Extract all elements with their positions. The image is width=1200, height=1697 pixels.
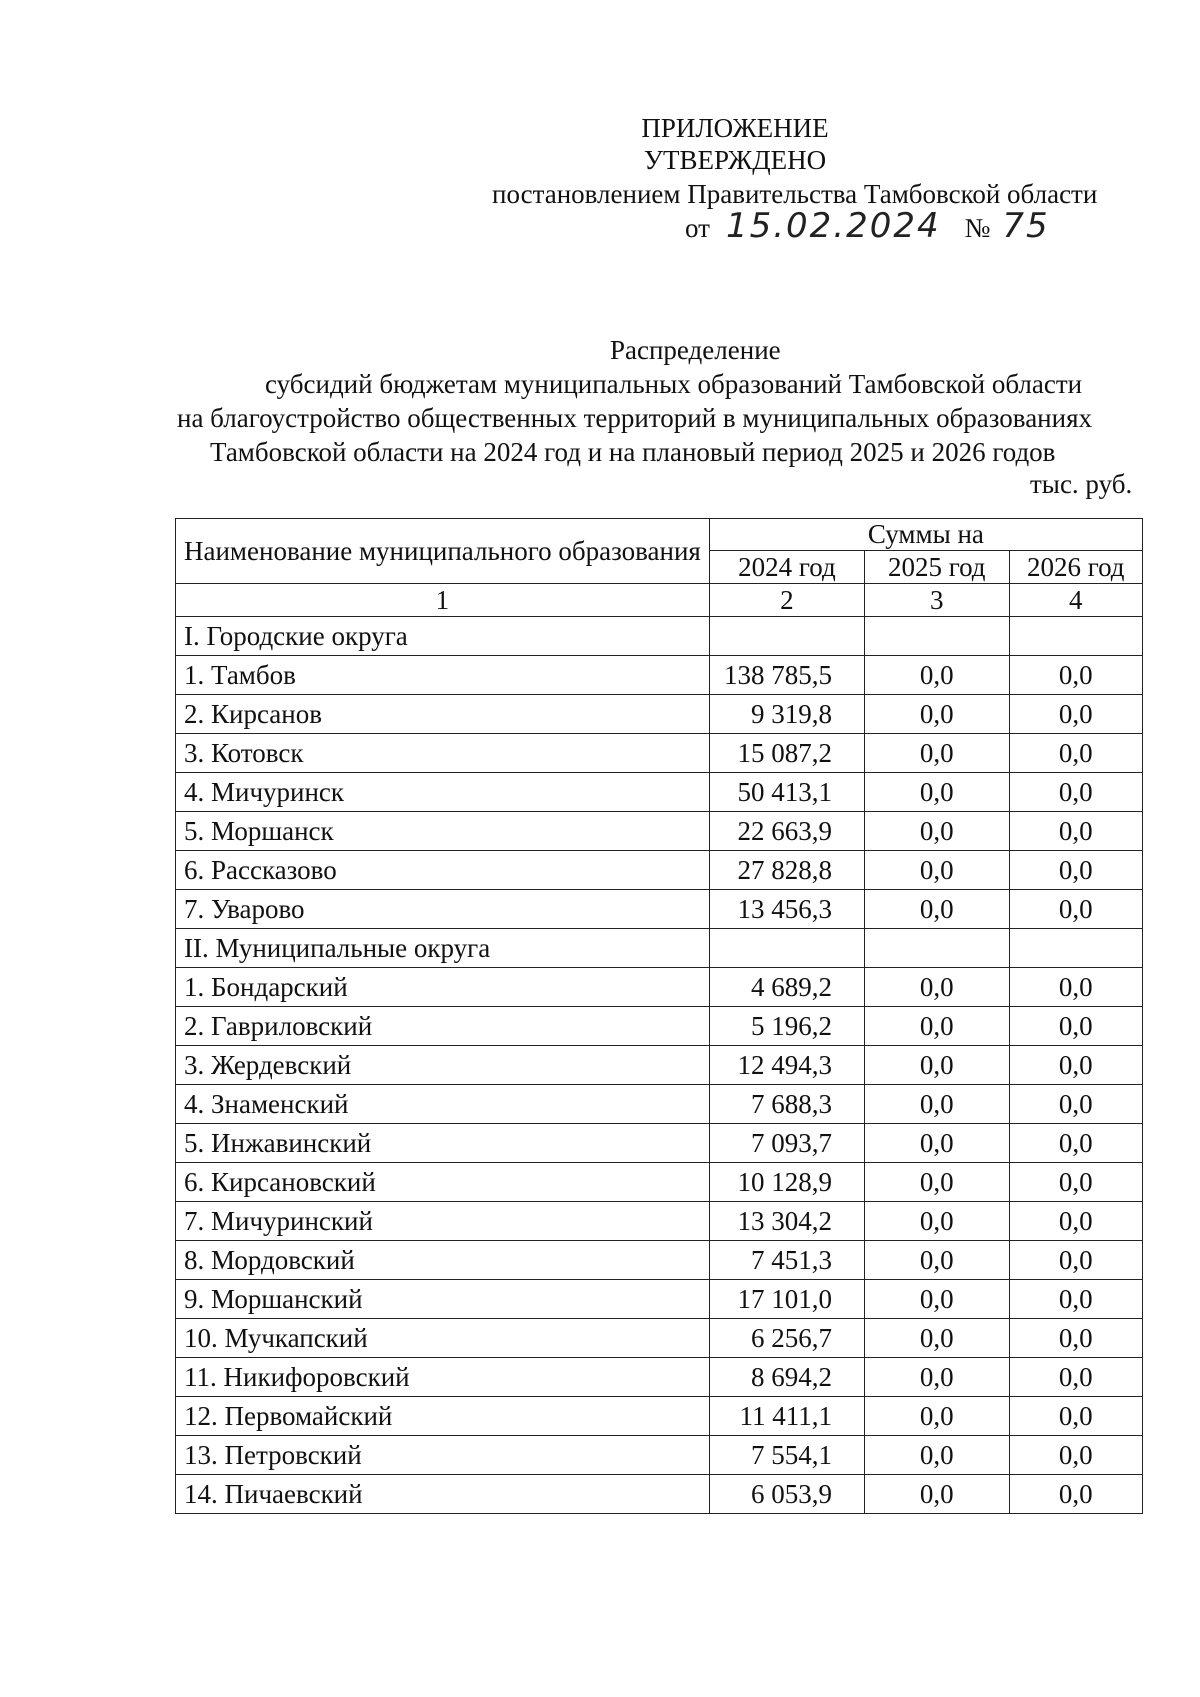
table-row bbox=[176, 1046, 1143, 1085]
row-name: 4. Знаменский bbox=[176, 1085, 710, 1124]
value-2025: 0,0 bbox=[865, 890, 1009, 929]
value-2026: 0,0 bbox=[1009, 968, 1143, 1007]
value-2024: 6 053,9 bbox=[709, 1475, 864, 1514]
value-2026: 0,0 bbox=[1009, 1202, 1143, 1241]
value-2025: 0,0 bbox=[865, 1241, 1009, 1280]
row-name: 11. Никифоровский bbox=[176, 1358, 710, 1397]
row-name: 2. Гавриловский bbox=[176, 1007, 710, 1046]
value-2025: 0,0 bbox=[865, 1358, 1009, 1397]
table-header-row bbox=[176, 519, 1143, 551]
value-2024: 27 828,8 bbox=[709, 851, 864, 890]
value-2026: 0,0 bbox=[1009, 1436, 1143, 1475]
value-2025: 0,0 bbox=[865, 1280, 1009, 1319]
value-2024: 17 101,0 bbox=[709, 1280, 864, 1319]
appendix-label: ПРИЛОЖЕНИЕ bbox=[641, 113, 829, 143]
row-name: 14. Пичаевский bbox=[176, 1475, 710, 1514]
value-2024: 4 689,2 bbox=[709, 968, 864, 1007]
table-row bbox=[176, 1085, 1143, 1124]
table-row bbox=[176, 1163, 1143, 1202]
value-2026: 0,0 bbox=[1009, 656, 1143, 695]
value-2026: 0,0 bbox=[1009, 890, 1143, 929]
row-name: 9. Моршанский bbox=[176, 1280, 710, 1319]
value-2026: 0,0 bbox=[1009, 1397, 1143, 1436]
value-2024: 138 785,5 bbox=[709, 656, 864, 695]
row-name: 10. Мучкапский bbox=[176, 1319, 710, 1358]
value-2025: 0,0 bbox=[865, 1202, 1009, 1241]
value-2026: 0,0 bbox=[1009, 1124, 1143, 1163]
value-2024: 12 494,3 bbox=[709, 1046, 864, 1085]
row-name: 4. Мичуринск bbox=[176, 773, 710, 812]
value-2025: 0,0 bbox=[865, 734, 1009, 773]
table-row bbox=[176, 812, 1143, 851]
value-2024: 10 128,9 bbox=[709, 1163, 864, 1202]
col-number: 2 bbox=[709, 584, 864, 617]
row-name: 5. Моршанск bbox=[176, 812, 710, 851]
value-2025: 0,0 bbox=[865, 1475, 1009, 1514]
table-row bbox=[176, 1202, 1143, 1241]
row-name: 13. Петровский bbox=[176, 1436, 710, 1475]
row-name: 12. Первомайский bbox=[176, 1397, 710, 1436]
title-line-3: на благоустройство общественных территорий в муниципальных образованиях bbox=[177, 403, 1092, 433]
value-2025: 0,0 bbox=[865, 968, 1009, 1007]
value-2024: 7 451,3 bbox=[709, 1241, 864, 1280]
section-row bbox=[176, 929, 1143, 968]
row-name: 8. Мордовский bbox=[176, 1241, 710, 1280]
row-name: 6. Рассказово bbox=[176, 851, 710, 890]
table-row bbox=[176, 1475, 1143, 1514]
table-row bbox=[176, 851, 1143, 890]
row-name: 2. Кирсанов bbox=[176, 695, 710, 734]
value-2024: 22 663,9 bbox=[709, 812, 864, 851]
handwritten-number: 75 bbox=[1002, 206, 1050, 246]
value-2026: 0,0 bbox=[1009, 1046, 1143, 1085]
value-2026: 0,0 bbox=[1009, 1007, 1143, 1046]
row-name: 7. Мичуринский bbox=[176, 1202, 710, 1241]
table-row bbox=[176, 1436, 1143, 1475]
title-line-4: Тамбовской области на 2024 год и на плановый период 2025 и 2026 годов bbox=[210, 437, 1056, 467]
value-2024: 6 256,7 bbox=[709, 1319, 864, 1358]
value-2025: 0,0 bbox=[865, 1319, 1009, 1358]
table-row bbox=[176, 773, 1143, 812]
value-2024: 7 093,7 bbox=[709, 1124, 864, 1163]
value-2024: 7 688,3 bbox=[709, 1085, 864, 1124]
value-2025: 0,0 bbox=[865, 773, 1009, 812]
table-row bbox=[176, 1358, 1143, 1397]
table-row bbox=[176, 1280, 1143, 1319]
value-2025: 0,0 bbox=[865, 1397, 1009, 1436]
header-year-2024: 2024 год bbox=[709, 551, 864, 584]
value-2024: 8 694,2 bbox=[709, 1358, 864, 1397]
row-name: 7. Уварово bbox=[176, 890, 710, 929]
value-2025: 0,0 bbox=[865, 1085, 1009, 1124]
row-name: 1. Бондарский bbox=[176, 968, 710, 1007]
value-2025: 0,0 bbox=[865, 851, 1009, 890]
value-2025: 0,0 bbox=[865, 1163, 1009, 1202]
value-2025: 0,0 bbox=[865, 1007, 1009, 1046]
value-2025: 0,0 bbox=[865, 1046, 1009, 1085]
table-row bbox=[176, 890, 1143, 929]
title-line-1: Распределение bbox=[610, 335, 781, 365]
decree-date-line bbox=[685, 206, 1050, 246]
date-prefix: от bbox=[685, 213, 710, 243]
value-2024: 5 196,2 bbox=[709, 1007, 864, 1046]
row-name: 1. Тамбов bbox=[176, 656, 710, 695]
value-2026: 0,0 bbox=[1009, 1241, 1143, 1280]
value-2026: 0,0 bbox=[1009, 812, 1143, 851]
section-title: I. Городские округа bbox=[176, 617, 710, 656]
value-2026: 0,0 bbox=[1009, 1085, 1143, 1124]
title-line-2: субсидий бюджетам муниципальных образований Тамбовской области bbox=[265, 369, 1083, 399]
table-row bbox=[176, 734, 1143, 773]
value-2024: 7 554,1 bbox=[709, 1436, 864, 1475]
subsidy-table bbox=[175, 518, 1143, 1514]
value-2024: 13 304,2 bbox=[709, 1202, 864, 1241]
table-row bbox=[176, 695, 1143, 734]
value-2026: 0,0 bbox=[1009, 773, 1143, 812]
table-row bbox=[176, 1007, 1143, 1046]
table-row bbox=[176, 968, 1143, 1007]
value-2026: 0,0 bbox=[1009, 734, 1143, 773]
header-year-2025: 2025 год bbox=[865, 551, 1009, 584]
table-row bbox=[176, 1241, 1143, 1280]
value-2026: 0,0 bbox=[1009, 695, 1143, 734]
col-number: 3 bbox=[865, 584, 1009, 617]
value-2025: 0,0 bbox=[865, 812, 1009, 851]
header-name-cell: Наименование муниципального образования bbox=[176, 519, 710, 584]
row-name: 3. Жердевский bbox=[176, 1046, 710, 1085]
value-2025: 0,0 bbox=[865, 1436, 1009, 1475]
value-2025: 0,0 bbox=[865, 1124, 1009, 1163]
value-2026: 0,0 bbox=[1009, 851, 1143, 890]
value-2025: 0,0 bbox=[865, 656, 1009, 695]
value-2025: 0,0 bbox=[865, 695, 1009, 734]
value-2024: 9 319,8 bbox=[709, 695, 864, 734]
table-row bbox=[176, 1319, 1143, 1358]
value-2024: 50 413,1 bbox=[709, 773, 864, 812]
header-sums-cell: Суммы на bbox=[709, 519, 1142, 551]
handwritten-date: 15.02.2024 bbox=[725, 206, 941, 246]
column-number-row bbox=[176, 584, 1143, 617]
number-prefix: № bbox=[964, 213, 991, 243]
table-row bbox=[176, 1124, 1143, 1163]
table-row bbox=[176, 656, 1143, 695]
value-2026: 0,0 bbox=[1009, 1280, 1143, 1319]
row-name: 5. Инжавинский bbox=[176, 1124, 710, 1163]
row-name: 6. Кирсановский bbox=[176, 1163, 710, 1202]
value-2024: 11 411,1 bbox=[709, 1397, 864, 1436]
value-2024: 13 456,3 bbox=[709, 890, 864, 929]
section-title: II. Муниципальные округа bbox=[176, 929, 710, 968]
approved-label: УТВЕРЖДЕНО bbox=[643, 145, 827, 175]
value-2026: 0,0 bbox=[1009, 1163, 1143, 1202]
value-2024: 15 087,2 bbox=[709, 734, 864, 773]
decree-label: постановлением Правительства Тамбовской области bbox=[492, 179, 1098, 209]
section-row bbox=[176, 617, 1143, 656]
unit-label: тыс. руб. bbox=[1030, 469, 1133, 499]
col-number: 1 bbox=[176, 584, 710, 617]
header-year-2026: 2026 год bbox=[1009, 551, 1143, 584]
value-2026: 0,0 bbox=[1009, 1358, 1143, 1397]
col-number: 4 bbox=[1009, 584, 1143, 617]
table-row bbox=[176, 1397, 1143, 1436]
value-2026: 0,0 bbox=[1009, 1319, 1143, 1358]
row-name: 3. Котовск bbox=[176, 734, 710, 773]
value-2026: 0,0 bbox=[1009, 1475, 1143, 1514]
